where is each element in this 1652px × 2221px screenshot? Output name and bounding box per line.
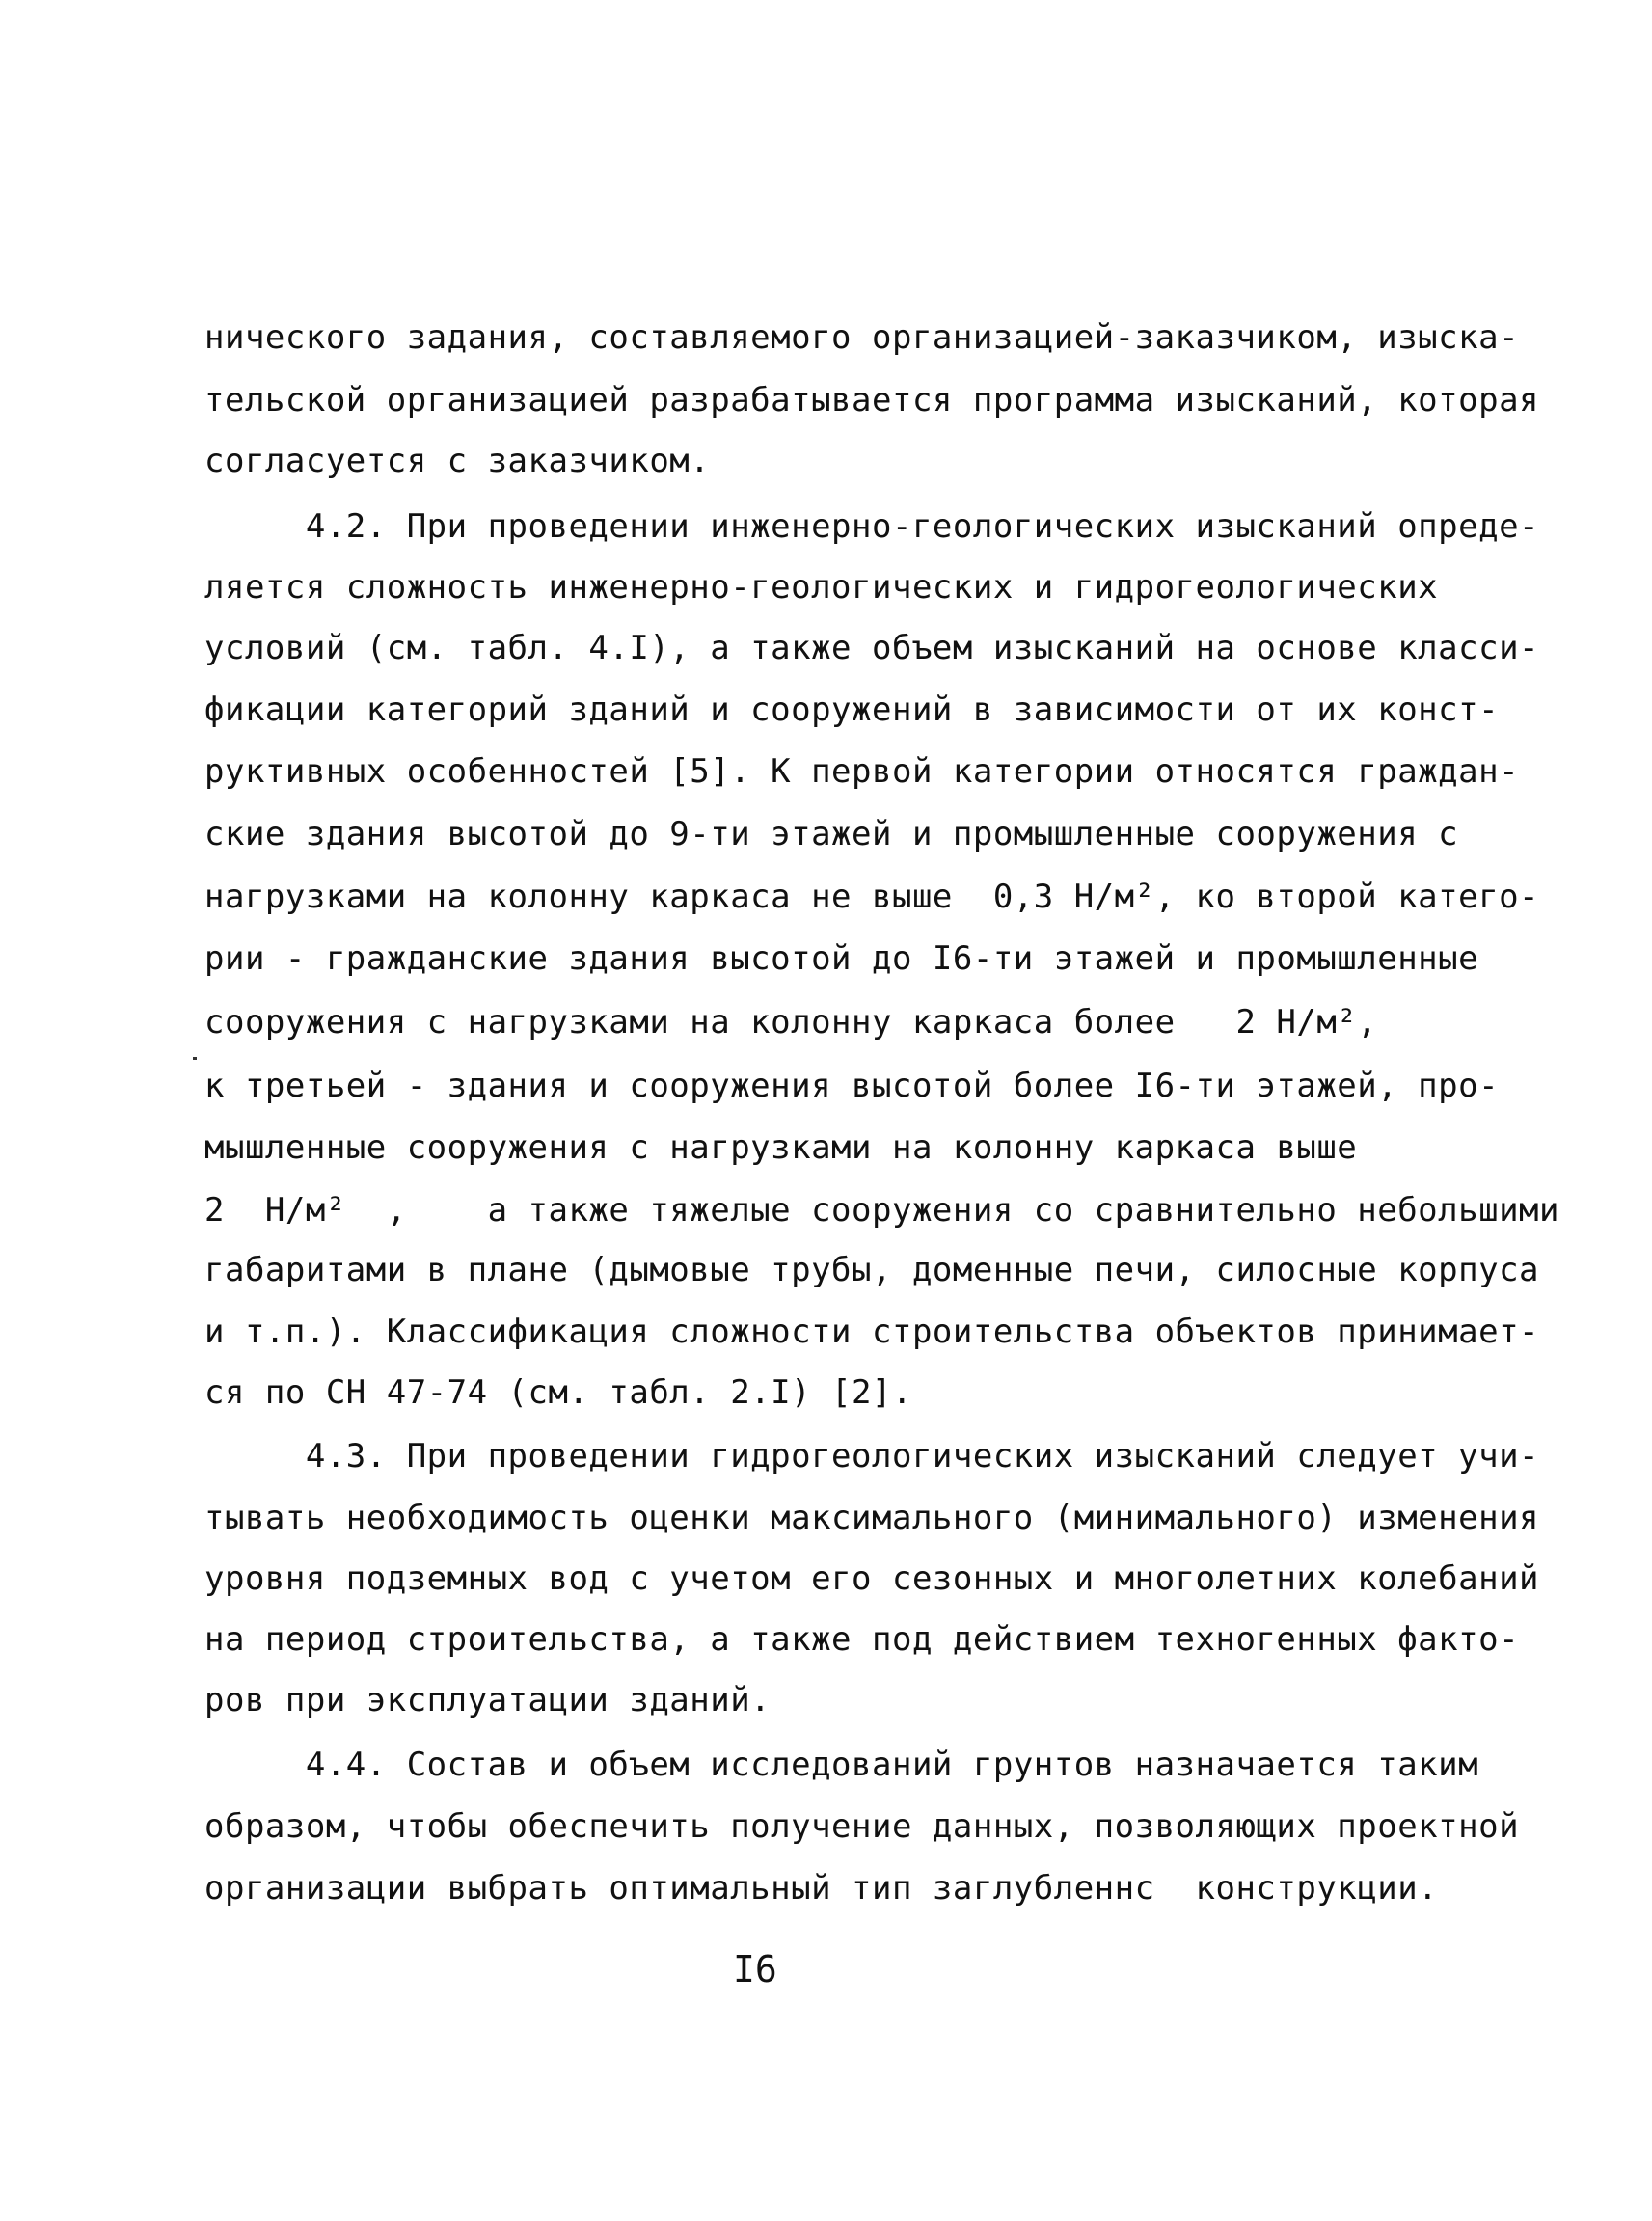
text-line: рии - гражданские здания высотой до I6-ти этажей и промышленные <box>204 939 1479 978</box>
paragraph-4-3-start: 4.3. При проведении гидрогеологических изысканий следует учи- <box>204 1437 1540 1476</box>
text-line: на период строительства, а также под действием техногенных факто- <box>204 1620 1520 1659</box>
text-line: условий (см. табл. 4.I), а также объем изысканий на основе класси- <box>204 629 1540 667</box>
text-line: ские здания высотой до 9-ти этажей и промышленные сооружения с <box>204 815 1459 853</box>
text-line: организации выбрать оптимальный тип заглубленнс конструкции. <box>204 1869 1439 1908</box>
text-line: сооружения с нагрузками на колонну каркаса более 2 Н/м², <box>204 1003 1378 1042</box>
text-line: руктивных особенностей [5]. К первой категории относятся граждан- <box>204 752 1520 791</box>
text-line: мышленные сооружения с нагрузками на колонну каркаса выше <box>204 1128 1358 1167</box>
text-line: ся по СН 47-74 (см. табл. 2.I) [2]. <box>204 1373 912 1412</box>
paragraph-4-4-start: 4.4. Состав и объем исследований грунтов назначается таким <box>204 1746 1479 1784</box>
text-line: к третьей - здания и сооружения высотой более I6-ти этажей, про- <box>204 1067 1500 1105</box>
margin-speck <box>193 1057 197 1060</box>
text-line: уровня подземных вод с учетом его сезонных и многолетних колебаний <box>204 1559 1540 1598</box>
text-line: согласуется с заказчиком. <box>204 442 711 480</box>
text-line: фикации категорий зданий и сооружений в зависимости от их конст- <box>204 691 1500 729</box>
paragraph-4-2-start: 4.2. При проведении инженерно-геологических изысканий опреде- <box>204 507 1540 546</box>
text-line: и т.п.). Классификация сложности строительства объектов принимает- <box>204 1313 1540 1351</box>
text-line: образом, чтобы обеспечить получение данных, позволяющих проектной <box>204 1807 1520 1846</box>
page-number: I6 <box>733 1948 777 1991</box>
text-line: тельской организацией разрабатывается программа изысканий, которая <box>204 381 1540 420</box>
text-line: 2 Н/м² , а также тяжелые сооружения со сравнительно небольшими <box>204 1191 1559 1230</box>
text-line: нагрузками на колонну каркаса не выше 0,3 Н/м², ко второй катего- <box>204 878 1540 916</box>
text-line: ров при эксплуатации зданий. <box>204 1681 772 1720</box>
text-line: тывать необходимость оценки максимального (минимального) изменения <box>204 1499 1540 1537</box>
text-line: габаритами в плане (дымовые трубы, доменные печи, силосные корпуса <box>204 1251 1540 1289</box>
text-line: нического задания, составляемого организацией-заказчиком, изыска- <box>204 318 1520 357</box>
text-line: ляется сложность инженерно-геологических и гидрогеологических <box>204 568 1439 607</box>
